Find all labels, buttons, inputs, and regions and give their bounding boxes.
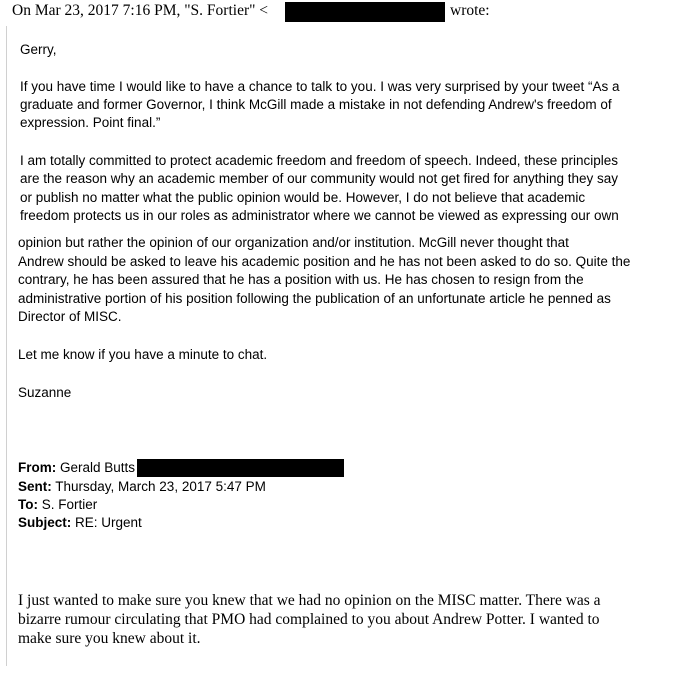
subject-label: Subject: <box>18 515 72 530</box>
paragraph-1-line-3: expression. Point final.” <box>20 115 161 130</box>
email-header-line <box>12 2 268 20</box>
paragraph-2-line-5: opinion but rather the opinion of our organization and/or institution. McGill never thought that <box>18 235 569 250</box>
paragraph-3: Let me know if you have a minute to chat. <box>18 347 268 362</box>
from-value: Gerald Butts <box>60 460 136 475</box>
header-prefix: On Mar 23, 2017 7:16 PM, "S. Fortier" < <box>12 2 269 19</box>
from-label: From: <box>18 460 57 475</box>
subject-value: RE: Urgent <box>75 515 142 530</box>
paragraph-2-line-8: administrative portion of his position following the publication of an unfortunate article he penned as <box>18 291 611 306</box>
paragraph-2-line-9: Director of MISC. <box>18 309 122 324</box>
subject-line <box>18 515 142 530</box>
quote-bar <box>6 26 7 666</box>
sent-line <box>18 479 266 494</box>
from-line <box>18 460 135 475</box>
signature: Suzanne <box>18 385 72 400</box>
paragraph-1-line-2: graduate and former Governor, I think McGill made a mistake in not defending Andrew's freedom of <box>20 97 612 112</box>
to-label: To: <box>18 497 38 512</box>
to-line <box>18 497 97 512</box>
paragraph-2-line-3: or publish no matter what the public opinion would be. However, I do not believe that academic <box>20 190 586 205</box>
header-suffix: wrote: <box>450 2 490 19</box>
paragraph-2-line-4: freedom protects us in our roles as administrator where we cannot be viewed as expressing our own <box>20 208 619 223</box>
redacted-email-address <box>285 2 445 22</box>
greeting: Gerry, <box>20 42 57 57</box>
sent-value: Thursday, March 23, 2017 5:47 PM <box>55 479 266 494</box>
original-body-line-3: make sure you knew about it. <box>18 630 201 647</box>
paragraph-1-line-1: If you have time I would like to have a chance to talk to you. I was very surprised by your tweet “As a <box>20 79 620 94</box>
paragraph-2-line-6: Andrew should be asked to leave his academic position and he has not been asked to do so. Quite the <box>18 254 631 269</box>
original-body-line-1: I just wanted to make sure you knew that we had no opinion on the MISC matter. There was a <box>18 592 601 609</box>
paragraph-2-line-7: contrary, he has been assured that he has a position with us. He has chosen to resign from the <box>18 272 584 287</box>
to-value: S. Fortier <box>41 497 98 512</box>
original-body-line-2: bizarre rumour circulating that PMO had complained to you about Andrew Potter. I wanted to <box>18 611 600 628</box>
sent-label: Sent: <box>18 479 52 494</box>
paragraph-2-line-2: are the reason why an academic member of our community would not get fired for anything they say <box>20 171 619 186</box>
redacted-from-address <box>137 459 344 477</box>
paragraph-2-line-1: I am totally committed to protect academic freedom and freedom of speech. Indeed, these principles <box>20 153 619 168</box>
